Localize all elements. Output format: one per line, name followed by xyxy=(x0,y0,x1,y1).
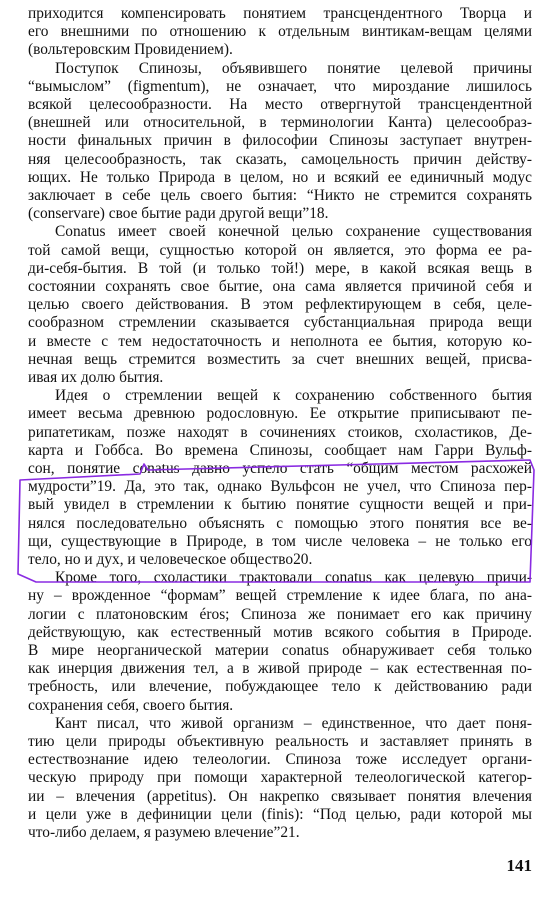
text-line: заключает в себе цель своего бытия: “Никто не стремится сохранять xyxy=(28,187,532,204)
text-line: ии – влечения (appetitus). Он накрепко связывает понятия влечения xyxy=(28,787,532,805)
text-line: Поступок Спинозы, объявившего понятие целевой причины xyxy=(55,59,532,77)
text-line: Идея о стремлении вещей к сохранению собственного бытия xyxy=(55,387,532,405)
text-line: “вымыслом” (figmentum), не означает, что мироздание лишилось xyxy=(28,77,532,95)
text-line: как инерция движения тел, а в живой природе – как естественная по- xyxy=(28,660,532,678)
text-line: тело, но и дух, и человеческое общество20. xyxy=(28,551,313,568)
text-line: естествознание идею телеологии. Спиноза тоже исследует органи- xyxy=(28,751,532,769)
text-line: (внешней или относительной, в терминологии Канта) целесообраз- xyxy=(28,114,532,132)
text-line: ности финальных причин в философии Спинозы заступает внутрен- xyxy=(28,132,532,150)
text-line: его внешними по отношению к отдельным винтикам-вещам целями xyxy=(28,23,532,41)
text-line: логии с платоновским éros; Спиноза же понимает его как причину xyxy=(28,605,532,623)
text-line: ющих. Не только Природа в целом, но и всякий ее единичный модус xyxy=(28,168,532,186)
text-line: всякой целесообразности. На место отвергнутой трансцендентной xyxy=(28,96,532,113)
text-line: приходится компенсировать понятием трансцендентного Творца и xyxy=(28,5,532,22)
text-line: нялся последовательно объяснять с помощью этого понятия все ве- xyxy=(28,514,532,532)
text-line: Conatus имеет своей конечной целью сохранение существования xyxy=(55,223,532,241)
text-line: состоянии сохранять свое бытие, она сама является причиной себя и xyxy=(28,278,532,295)
text-line: сон, понятие conatus давно успело стать “общим местом расхожей xyxy=(28,460,532,477)
text-line: сообразном стремлении сказывается субстанциальная природа вещи xyxy=(28,314,532,332)
page-number: 141 xyxy=(506,856,532,875)
text-line: тию цели природы объективную реальность и заставляет принять в xyxy=(28,733,532,750)
text-line: требность, или влечение, побуждающее тело к действованию ради xyxy=(28,678,532,696)
text-line: ну – врожденное “формам” вещей стремление к идее блага, по ана- xyxy=(28,587,532,605)
text-line: нечная вещь стремится возместить за счет внешних вещей, присва- xyxy=(28,350,532,368)
text-line: той самой вещи, сущностью которой он является, это форма ее ра- xyxy=(28,241,532,259)
text-line: ди-себя-бытия. В той (и только той!) мере, в какой всякая вещь в xyxy=(28,259,532,277)
text-line: ческую природу при помощи характерной телеологической категор- xyxy=(28,769,532,787)
text-line: щи, существующие в Природе, в том числе человека – не только его xyxy=(28,532,532,550)
text-line: (вольтеровским Провидением). xyxy=(28,41,233,59)
text-line: действующую, как естественный мотив всякого события в Природе. xyxy=(28,623,532,641)
text-line: сохранения себя, своего бытия. xyxy=(28,696,234,714)
text-line: имеет весьма древнюю родословную. Ее открытие приписывают пе- xyxy=(28,405,532,423)
text-line: мудрости”19. Да, это так, однако Вульфсон не учел, что Спиноза пер- xyxy=(28,478,532,496)
text-line: и вместе с тем недостаточность и неполнота ее бытия, которую ко- xyxy=(28,332,532,350)
text-line: В мире неорганической материи conatus обнаруживает себя только xyxy=(28,642,532,659)
text-line: что-либо делаем, я разумею влечение”21. xyxy=(28,824,300,841)
text-line: Кроме того, схоластики трактовали conatus как целевую причи- xyxy=(55,569,532,587)
text-line: рипатетикам, позже находят в сочинениях стоиков, схоластиков, Де- xyxy=(28,423,532,441)
text-line: карта и Гоббса. Во времена Спинозы, сообщает нам Гарри Вульф- xyxy=(28,441,532,459)
text-line: и цели уже в дефиниции цели (finis): “Под целью, ради которой мы xyxy=(28,805,532,823)
text-line: (conservare) свое бытие ради другой вещи”18. xyxy=(28,205,329,223)
text-line: Кант писал, что живой организм – единственное, что дает поня- xyxy=(55,714,532,732)
text-line: вый увидел в стремлении к бытию понятие сущности вещей и при- xyxy=(28,496,532,514)
text-line: ивая их долю бытия. xyxy=(28,369,164,386)
text-line: няя целесообразность, так сказать, самоцельность причин действу- xyxy=(28,150,532,168)
text-line: целью своего действования. В этом рефлектирующем в себя, целе- xyxy=(28,296,532,314)
